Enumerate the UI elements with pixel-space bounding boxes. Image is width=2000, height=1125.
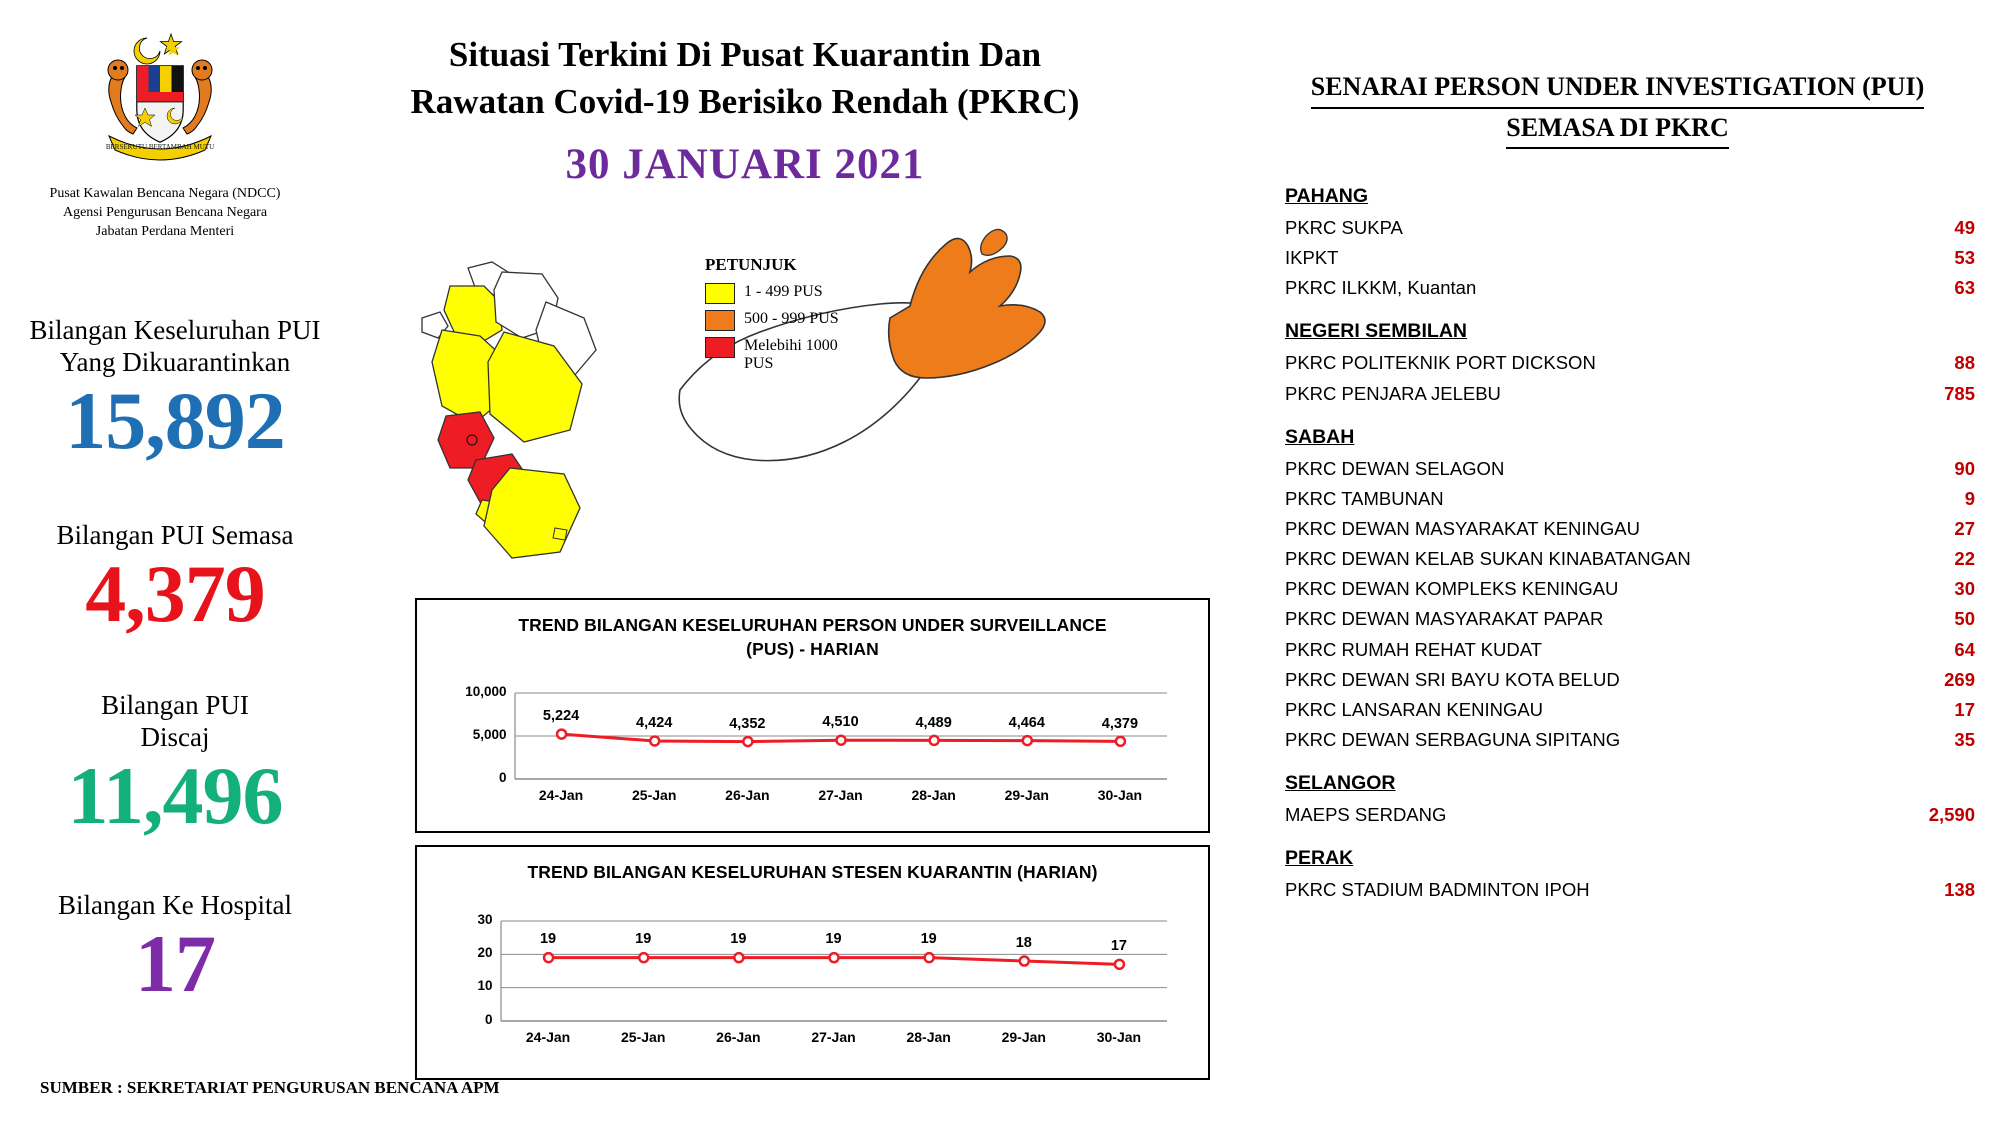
y-tick-label: 10 [477,978,493,994]
series-marker [1114,959,1123,968]
data-point-label: 18 [1015,934,1032,951]
data-point-label: 19 [730,931,747,948]
data-point-label: 4,379 [1101,715,1139,732]
agency-line-3: Jabatan Perdana Menteri [95,223,235,239]
pui-facility-count: 30 [1954,578,1975,600]
legend-item-1-499 [705,283,905,304]
pui-facility-name: PKRC SUKPA [1285,217,1403,238]
x-tick-label: 27-Jan [811,1028,856,1045]
series-marker [836,736,845,745]
pui-state-group [1285,320,1975,408]
pui-panel-heading [1235,68,2000,149]
stat-label-line1: Bilangan Keseluruhan PUI [29,315,321,345]
pui-facility-count: 22 [1954,548,1975,570]
series-marker [734,953,743,962]
pui-facility-row [1285,213,1975,243]
legend-title: PETUNJUK [705,255,797,274]
series-marker [924,953,933,962]
x-tick-label: 26-Jan [716,1028,761,1045]
series-marker [829,953,838,962]
page-title-line2: Rawatan Covid-19 Berisiko Rendah (PKRC) [410,81,1080,121]
pui-facility-row [1285,273,1975,303]
pui-facility-count: 90 [1954,457,1975,479]
y-tick-label: 30 [477,911,493,927]
pui-facility-row [1285,544,1975,574]
x-tick-label: 30-Jan [1097,787,1143,804]
stat-total-pui-quarantined [10,315,340,466]
legend-swatch-orange [705,310,735,331]
y-tick-label: 0 [498,770,507,786]
pui-facility-row [1285,514,1975,544]
series-marker [557,730,566,739]
chart-pus-trend [415,598,1210,833]
x-tick-label: 24-Jan [538,787,584,804]
stat-label-line1: Bilangan PUI Semasa [56,520,294,550]
pui-facility-name: PKRC DEWAN MASYARAKAT PAPAR [1285,608,1604,630]
x-tick-label: 26-Jan [725,787,770,804]
pui-list-panel [1235,0,2000,1125]
plot-stesen-svg [443,895,1183,1025]
pui-facility-row [1285,800,1975,830]
stat-current-pui [10,520,340,639]
pui-facility-row [1285,348,1975,378]
pui-state-name: NEGERI SEMBILAN [1285,320,1468,343]
pui-state-group [1285,185,1975,303]
chart-stesen-trend [415,845,1210,1080]
pui-state-name: SABAH [1285,425,1355,448]
legend-label-500-999: 500 - 999 PUS [744,310,839,327]
pui-facility-name: PKRC DEWAN SELAGON [1285,457,1505,479]
pui-facility-name: PKRC DEWAN KELAB SUKAN KINABATANGAN [1285,548,1691,570]
pui-facility-row [1285,243,1975,273]
page-title-line1: Situasi Terkini Di Pusat Kuarantin Dan [448,35,1042,74]
data-point-label: 4,352 [729,715,766,732]
series-marker [639,953,648,962]
legend-item-above-1000 [705,337,905,374]
pui-facility-row [1285,454,1975,484]
pui-facility-name: PKRC DEWAN SERBAGUNA SIPITANG [1285,728,1621,750]
stat-label-line1: Bilangan Ke Hospital [58,890,292,920]
data-point-label: 19 [539,931,557,948]
report-date: 30 JANUARI 2021 [565,141,925,188]
pui-facility-count: 9 [1964,487,1975,509]
x-tick-label: 30-Jan [1096,1028,1142,1045]
data-point-label: 4,510 [822,714,859,731]
series-marker [1019,956,1028,965]
agency-line-2: Agensi Pengurusan Bencana Negara [62,204,268,220]
pui-facility-count: 2,590 [1928,804,1975,826]
series-marker [1115,737,1124,746]
stat-value-pui-discharged: 11,496 [67,749,283,841]
pui-facility-row [1285,379,1975,409]
svg-text:BERSEKUTU BERTAMBAH MUTU: BERSEKUTU BERTAMBAH MUTU [105,143,215,151]
pui-facility-name: PKRC LANSARAN KENINGAU [1285,698,1544,720]
pui-facility-name: PKRC PENJARA JELEBU [1285,382,1501,404]
data-point-label: 4,424 [636,715,673,732]
pui-facility-count: 63 [1954,277,1975,299]
pui-facility-row [1285,604,1975,634]
pui-facility-name: PKRC ILKKM, Kuantan [1285,277,1477,299]
data-point-label: 5,224 [542,708,580,725]
agency-line-1: Pusat Kawalan Bencana Negara (NDCC) [49,186,281,201]
chart-stesen-title-line1: TREND BILANGAN KESELURUHAN STESEN KUARANTIN (HARIAN) [527,862,1098,882]
pui-facility-name: PKRC DEWAN KOMPLEKS KENINGAU [1285,578,1619,600]
stat-value-current-pui: 4,379 [85,547,265,639]
data-point-label: 4,464 [1008,714,1045,731]
y-tick-label: 10,000 [465,684,507,700]
legend-item-500-999 [705,310,905,331]
pui-state-name: PAHANG [1285,185,1369,207]
pui-state-group [1285,772,1975,830]
x-tick-label: 25-Jan [632,787,677,804]
chart-pus-title-line2: (PUS) - HARIAN [746,638,879,659]
stat-label-line2: Yang Dikuarantinkan [59,346,291,377]
x-tick-label: 29-Jan [1004,787,1049,804]
y-tick-label: 5,000 [472,727,507,743]
chart-stesen-title [417,847,1208,885]
pui-state-name: PERAK [1285,847,1354,870]
y-tick-label: 0 [484,1011,493,1027]
stat-label-line1: Bilangan PUI [101,690,249,720]
data-point-label: 17 [1110,937,1127,954]
x-tick-label: 25-Jan [621,1028,666,1045]
pui-facility-count: 138 [1944,879,1975,901]
pui-state-name: SELANGOR [1285,772,1396,795]
pui-state-group [1285,426,1975,755]
legend-label-above-1000: Melebihi 1000 PUS [744,337,838,373]
chart-pus-title-line1: TREND BILANGAN KESELURUHAN PERSON UNDER SURVEILLANCE [518,615,1107,635]
data-point-label: 19 [635,931,652,948]
pui-facility-row [1285,695,1975,725]
pui-facility-row [1285,875,1975,905]
legend-label-1-499: 1 - 499 PUS [744,283,823,300]
pui-heading-line2: SEMASA DI PKRC [1506,109,1728,150]
stat-pui-discharged [10,690,340,841]
pui-facility-count: 269 [1944,668,1975,690]
pui-facility-count: 17 [1954,698,1975,720]
series-marker [743,737,752,746]
pui-facility-count: 53 [1954,247,1975,269]
stat-sent-to-hospital [10,890,340,1009]
pui-facility-name: PKRC TAMBUNAN [1285,487,1444,509]
pui-facility-name: PKRC STADIUM BADMINTON IPOH [1285,879,1590,901]
pui-facility-count: 50 [1954,608,1975,630]
x-tick-label: 24-Jan [525,1028,571,1045]
pui-facility-count: 27 [1954,517,1975,539]
series-marker [1022,736,1031,745]
series-marker [650,737,659,746]
pui-facility-row [1285,725,1975,755]
y-tick-label: 20 [477,944,493,960]
chart-stesen-plot [443,895,1183,1045]
x-tick-label: 29-Jan [1001,1028,1046,1045]
pui-facility-row [1285,635,1975,665]
stat-label-line2: Discaj [140,721,210,752]
pui-facility-count: 35 [1954,728,1975,750]
pui-facility-count: 49 [1954,217,1975,238]
pui-facility-name: PKRC POLITEKNIK PORT DICKSON [1285,352,1596,374]
data-point-label: 4,489 [915,714,952,731]
malaysia-coat-of-arms-icon [85,20,235,170]
data-point-label: 19 [920,931,937,948]
stat-value-hospital: 17 [135,917,215,1009]
series-marker [544,953,553,962]
legend-swatch-red [705,337,735,358]
pui-facility-count: 64 [1954,638,1975,660]
stat-value-total-pui: 15,892 [65,374,285,466]
legend-swatch-yellow [705,283,735,304]
pui-facility-name: MAEPS SERDANG [1285,804,1447,826]
pui-state-groups [1285,185,1975,922]
chart-pus-title [417,600,1208,661]
pui-heading-line1: SENARAI PERSON UNDER INVESTIGATION (PUI) [1311,68,1925,109]
data-point-label: 19 [825,931,842,948]
pui-facility-name: IKPKT [1285,247,1339,269]
series-marker [929,736,938,745]
pui-facility-name: PKRC DEWAN MASYARAKAT KENINGAU [1285,517,1640,539]
pui-facility-count: 88 [1954,352,1975,374]
pui-facility-count: 785 [1944,382,1975,404]
x-tick-label: 27-Jan [818,787,863,804]
agency-caption [20,185,310,242]
x-tick-label: 28-Jan [911,787,956,804]
pui-facility-row [1285,574,1975,604]
pui-facility-row [1285,665,1975,695]
pui-facility-row [1285,484,1975,514]
source-footer: SUMBER : SEKRETARIAT PENGURUSAN BENCANA APM [40,1078,500,1097]
map-legend [705,255,905,380]
pui-state-group [1285,847,1975,905]
pui-facility-name: PKRC DEWAN SRI BAYU KOTA BELUD [1285,668,1620,690]
chart-pus-plot [443,667,1183,804]
x-tick-label: 28-Jan [906,1028,951,1045]
page-title [330,32,1160,125]
pui-facility-name: PKRC RUMAH REHAT KUDAT [1285,638,1542,660]
